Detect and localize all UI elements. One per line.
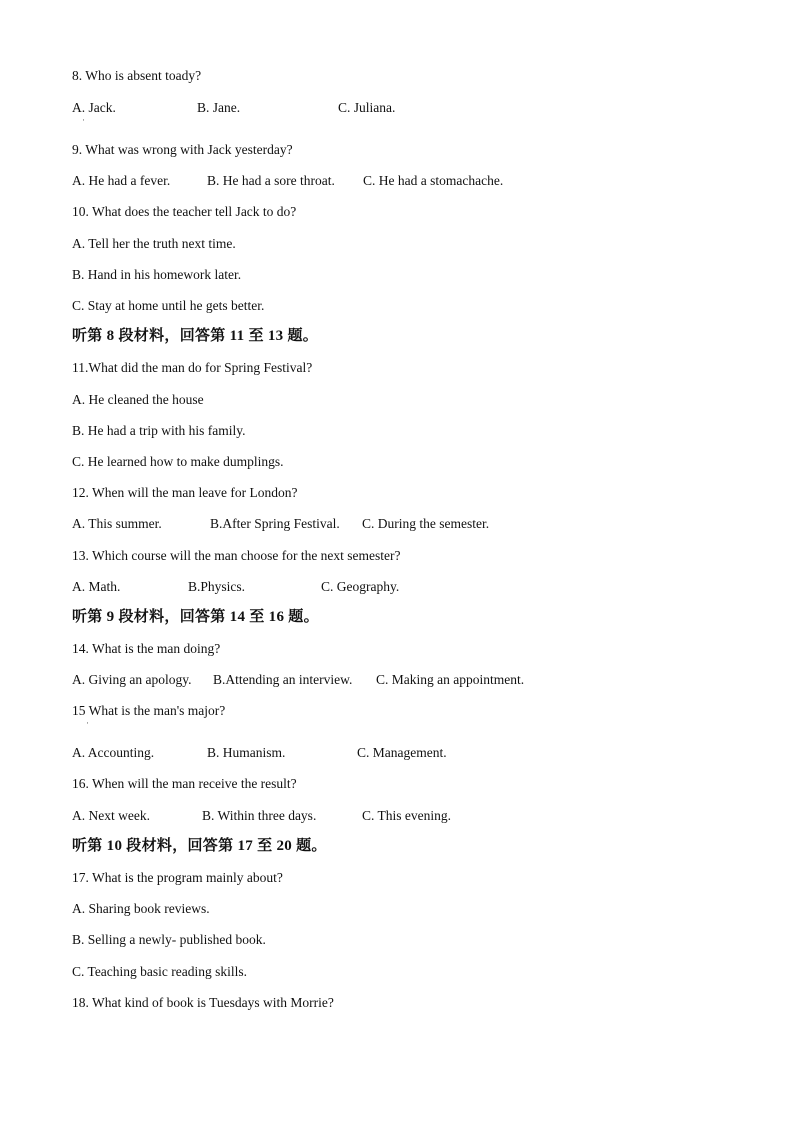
q11-option-a: A. He cleaned the house xyxy=(72,392,204,407)
q11-option-c: C. He learned how to make dumplings. xyxy=(72,454,284,469)
q12-option-a: A. This summer. xyxy=(72,516,162,531)
question-11: 11.What did the man do for Spring Festival? xyxy=(72,360,313,375)
q17-option-a: A. Sharing book reviews. xyxy=(72,901,210,916)
q14-option-c: C. Making an appointment. xyxy=(376,672,525,687)
q12-option-c: C. During the semester. xyxy=(362,516,490,531)
q9-option-a: A. He had a fever. xyxy=(72,173,171,188)
question-9: 9. What was wrong with Jack yesterday? xyxy=(72,142,293,157)
q8-option-a: A. Jack. xyxy=(72,100,116,115)
stray-dot-mark: · xyxy=(82,115,85,125)
q8-option-b: B. Jane. xyxy=(197,100,241,115)
q16-option-c: C. This evening. xyxy=(362,808,451,823)
question-16: 16. When will the man receive the result? xyxy=(72,776,297,791)
q12-option-b: B.After Spring Festival. xyxy=(210,516,340,531)
q9-option-b: B. He had a sore throat. xyxy=(207,173,335,188)
section-heading-10: 听第 10 段材料，回答第 17 至 20 题。 xyxy=(72,838,327,854)
q10-option-b: B. Hand in his homework later. xyxy=(72,267,242,282)
q14-option-a: A. Giving an apology. xyxy=(72,672,192,687)
question-14: 14. What is the man doing? xyxy=(72,641,221,656)
stray-dot-mark: · xyxy=(86,718,89,728)
q13-option-a: A. Math. xyxy=(72,579,121,594)
q15-option-c: C. Management. xyxy=(357,745,447,760)
section-heading-9: 听第 9 段材料，回答第 14 至 16 题。 xyxy=(72,609,319,625)
q9-option-c: C. He had a stomachache. xyxy=(363,173,504,188)
q17-option-b: B. Selling a newly- published book. xyxy=(72,932,266,947)
question-13: 13. Which course will the man choose for the next semester? xyxy=(72,548,401,563)
question-17: 17. What is the program mainly about? xyxy=(72,870,283,885)
question-15: 15 What is the man's major? xyxy=(72,703,226,718)
question-12: 12. When will the man leave for London? xyxy=(72,485,298,500)
question-18: 18. What kind of book is Tuesdays with Morrie? xyxy=(72,995,334,1010)
q16-option-a: A. Next week. xyxy=(72,808,150,823)
q10-option-c: C. Stay at home until he gets better. xyxy=(72,298,265,313)
q16-option-b: B. Within three days. xyxy=(202,808,317,823)
section-heading-8: 听第 8 段材料，回答第 11 至 13 题。 xyxy=(72,328,319,344)
q8-option-c: C. Juliana. xyxy=(338,100,396,115)
q15-option-a: A. Accounting. xyxy=(72,745,155,760)
question-10: 10. What does the teacher tell Jack to do? xyxy=(72,204,297,219)
question-8: 8. Who is absent toady? xyxy=(72,68,202,83)
q13-option-c: C. Geography. xyxy=(321,579,400,594)
q14-option-b: B.Attending an interview. xyxy=(213,672,353,687)
q17-option-c: C. Teaching basic reading skills. xyxy=(72,964,248,979)
q15-option-b: B. Humanism. xyxy=(207,745,286,760)
q11-option-b: B. He had a trip with his family. xyxy=(72,423,246,438)
q10-option-a: A. Tell her the truth next time. xyxy=(72,236,236,251)
q13-option-b: B.Physics. xyxy=(188,579,246,594)
